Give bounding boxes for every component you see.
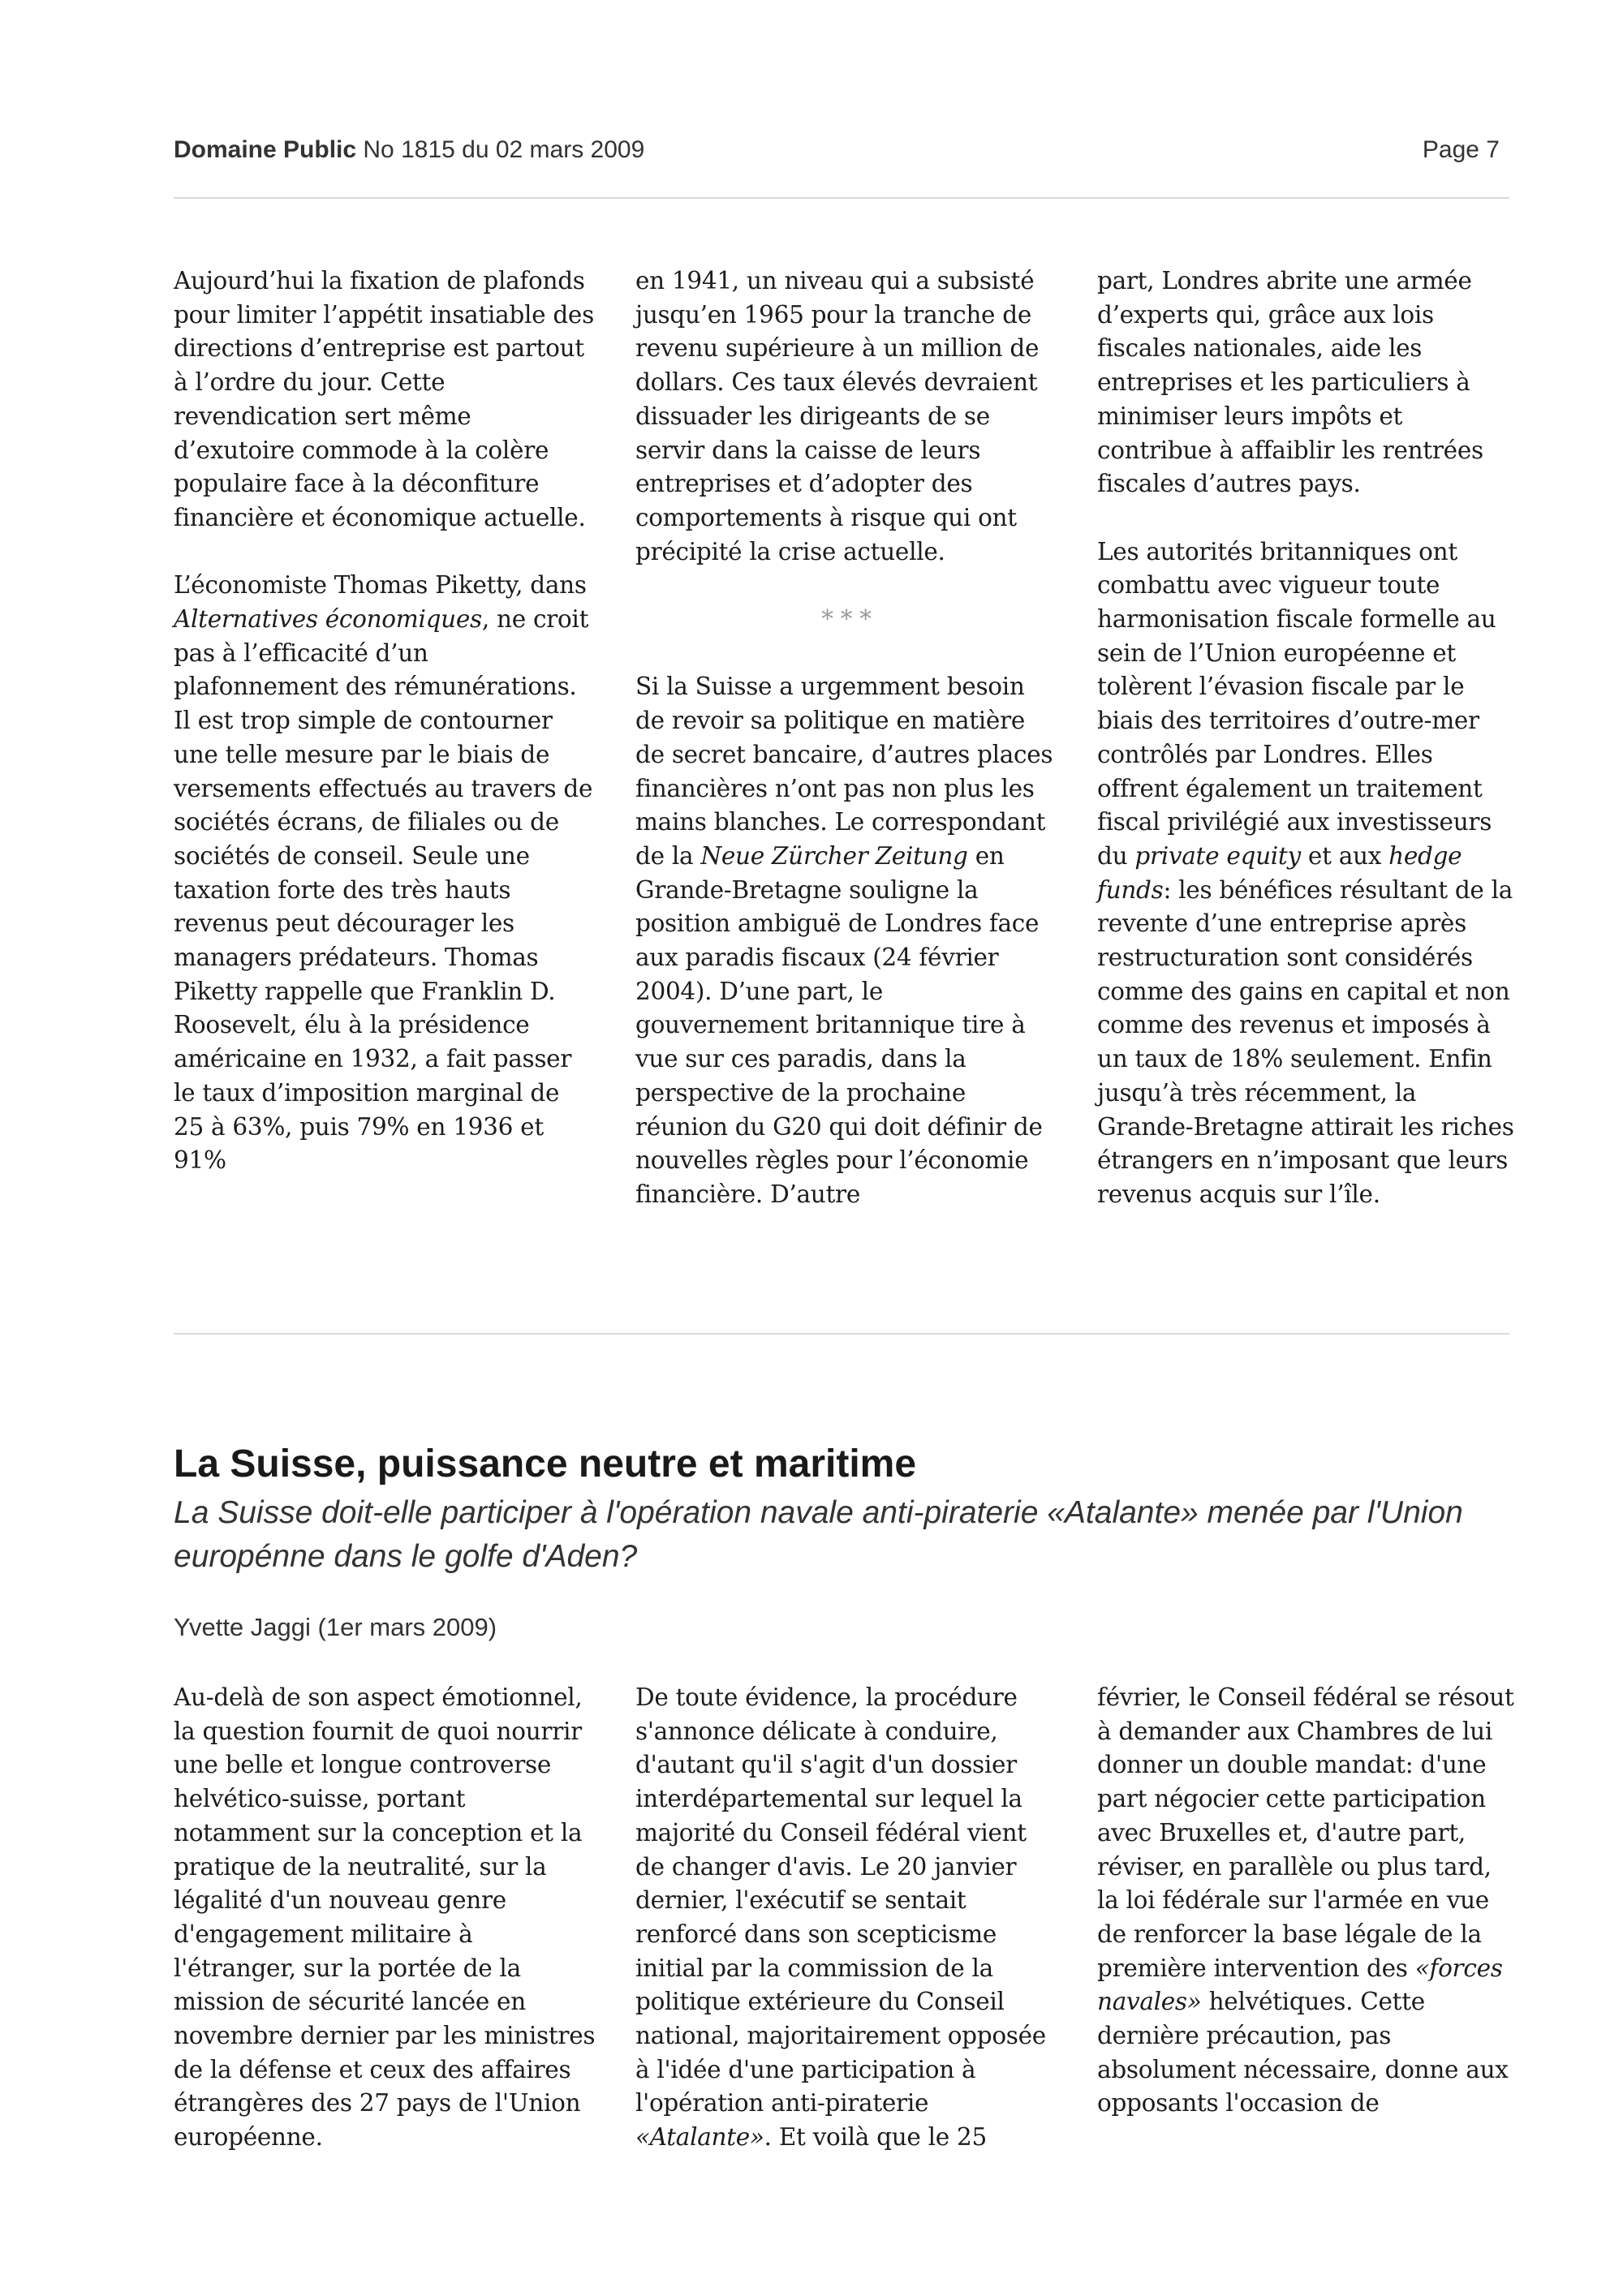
article1-column-3 (1097, 264, 1519, 1212)
article-byline: Yvette Jaggi (1er mars 2009) (174, 1613, 497, 1641)
publication-reference: Neue Zürcher Zeitung (700, 841, 968, 870)
paragraph: Les autorités britanniques ont combattu avec vigueur toute harmonisation fiscale formelle au sein de l’Union européenne et tolèrent l’évasion fiscale par le biais des territoires d’outre-mer contrôlés par Londres. Elles offrent également un traitement fiscal privilégié aux investisseurs du private equity et aux hedge funds: les bénéfices résultant de la revente d’une entreprise après restructuration sont considérés comme des gains en capital et non comme des revenus et imposés à un taux de 18% seulement. Enfin jusqu’à très récemment, la Grande-Bretagne attirait les riches étrangers en n’imposant que leurs revenus acquis sur l’île. (1097, 537, 1514, 1208)
page-header (174, 134, 1509, 166)
article2-body (174, 1681, 1521, 2155)
article1-column-2 (635, 264, 1057, 1212)
article-continuation (174, 264, 1521, 1212)
header-divider (174, 197, 1509, 199)
article2-column-1 (174, 1681, 596, 2155)
paragraph: part, Londres abrite une armée d’experts qui, grâce aux lois fiscales nationales, aide les entreprises et les particuliers à minimiser leurs impôts et contribue à affaiblir les rentrées fiscales d’autres pays. (1097, 267, 1483, 498)
operation-name: «Atalante» (635, 2123, 764, 2152)
paragraph: L’économiste Thomas Piketty, dans Alternatives économiques, ne croit pas à l’efficacité d’un plafonnement des rémunérations. Il est trop simple de contourner une telle mesure par le biais de versements effectués au travers de sociétés écrans, de filiales ou de sociétés de conseil. Seule une taxation forte des très hauts revenus peut décourager les managers prédateurs. Thomas Piketty rappelle que Franklin D. Roosevelt, élu à la présidence américaine en 1932, a fait passer le taux d’imposition marginal de 25 à 63%, puis 79% en 1936 et 91% (174, 571, 593, 1175)
paragraph: De toute évidence, la procédure s'annonce délicate à conduire, d'autant qu'il s'agit d'un dossier interdépartemental sur lequel la majorité du Conseil fédéral vient de changer d'avis. Le 20 janvier dernier, l'exécutif se sentait renforcé dans son scepticisme initial par la commission de la politique extérieure du Conseil national, majoritairement opposée à l'idée d'une participation à l'opération anti-piraterie «Atalante». Et voilà que le 25 (635, 1683, 1046, 2152)
paragraph: Aujourd’hui la fixation de plafonds pour limiter l’appétit insatiable des directions d’entreprise est partout à l’ordre du jour. Cette revendication sert même d’exutoire commode à la colère populaire face à la déconfiture financière et économique actuelle. (174, 267, 594, 531)
article2-column-2 (635, 1681, 1057, 2155)
term-emphasis: private equity (1134, 841, 1301, 870)
article1-column-1 (174, 264, 596, 1212)
paragraph: février, le Conseil fédéral se résout à demander aux Chambres de lui donner un double mandat: d'une part négocier cette participation avec Bruxelles et, d'autre part, réviser, en parallèle ou plus tard, la loi fédérale sur l'armée en vue de renforcer la base légale de la première intervention des «forces navales» helvétiques. Cette dernière précaution, pas absolument nécessaire, donne aux opposants l'occasion de (1097, 1683, 1514, 2118)
issue-info: No 1815 du 02 mars 2009 (363, 136, 645, 163)
article-divider (174, 1333, 1509, 1335)
section-separator: * * * (821, 605, 872, 634)
page-number: Page 7 (1422, 136, 1500, 163)
publication-reference: Alternatives économiques (174, 605, 482, 634)
quoted-term: «forces navales» (1097, 1954, 1503, 2016)
paragraph: Si la Suisse a urgemment besoin de revoir sa politique en matière de secret bancaire, d’autres places financières n’ont pas non plus les mains blanches. Le correspondant de la Neue Zürcher Zeitung en Grande-Bretagne souligne la position ambiguë de Londres face aux paradis fiscaux (24 février 2004). D’une part, le gouvernement britannique tire à vue sur ces paradis, dans la perspective de la prochaine réunion du G20 qui doit définir de nouvelles règles pour l’économie financière. D’autre (635, 673, 1053, 1208)
term-emphasis: hedge funds (1097, 841, 1462, 904)
publication-name: Domaine Public (174, 136, 357, 163)
paragraph: en 1941, un niveau qui a subsisté jusqu’en 1965 pour la tranche de revenu supérieure à un million de dollars. Ces taux élevés devraient dissuader les dirigeants de se servir dans la caisse de leurs entreprises et d’adopter des comportements à risque qui ont précipité la crise actuelle. (635, 267, 1040, 565)
article-title: La Suisse, puissance neutre et maritime (174, 1443, 917, 1486)
article-subtitle: La Suisse doit-elle participer à l'opération navale anti-piraterie «Atalante» menée par l'Union europénne dans le golfe d'Aden? (174, 1495, 1463, 1574)
article2-column-3 (1097, 1681, 1519, 2155)
paragraph: Au-delà de son aspect émotionnel, la question fournit de quoi nourrir une belle et longue controverse helvético-suisse, portant notamment sur la conception et la pratique de la neutralité, sur la légalité d'un nouveau genre d'engagement militaire à l'étranger, sur la portée de la mission de sécurité lancée en novembre dernier par les ministres de la défense et ceux des affaires étrangères des 27 pays de l'Union européenne. (174, 1683, 596, 2152)
